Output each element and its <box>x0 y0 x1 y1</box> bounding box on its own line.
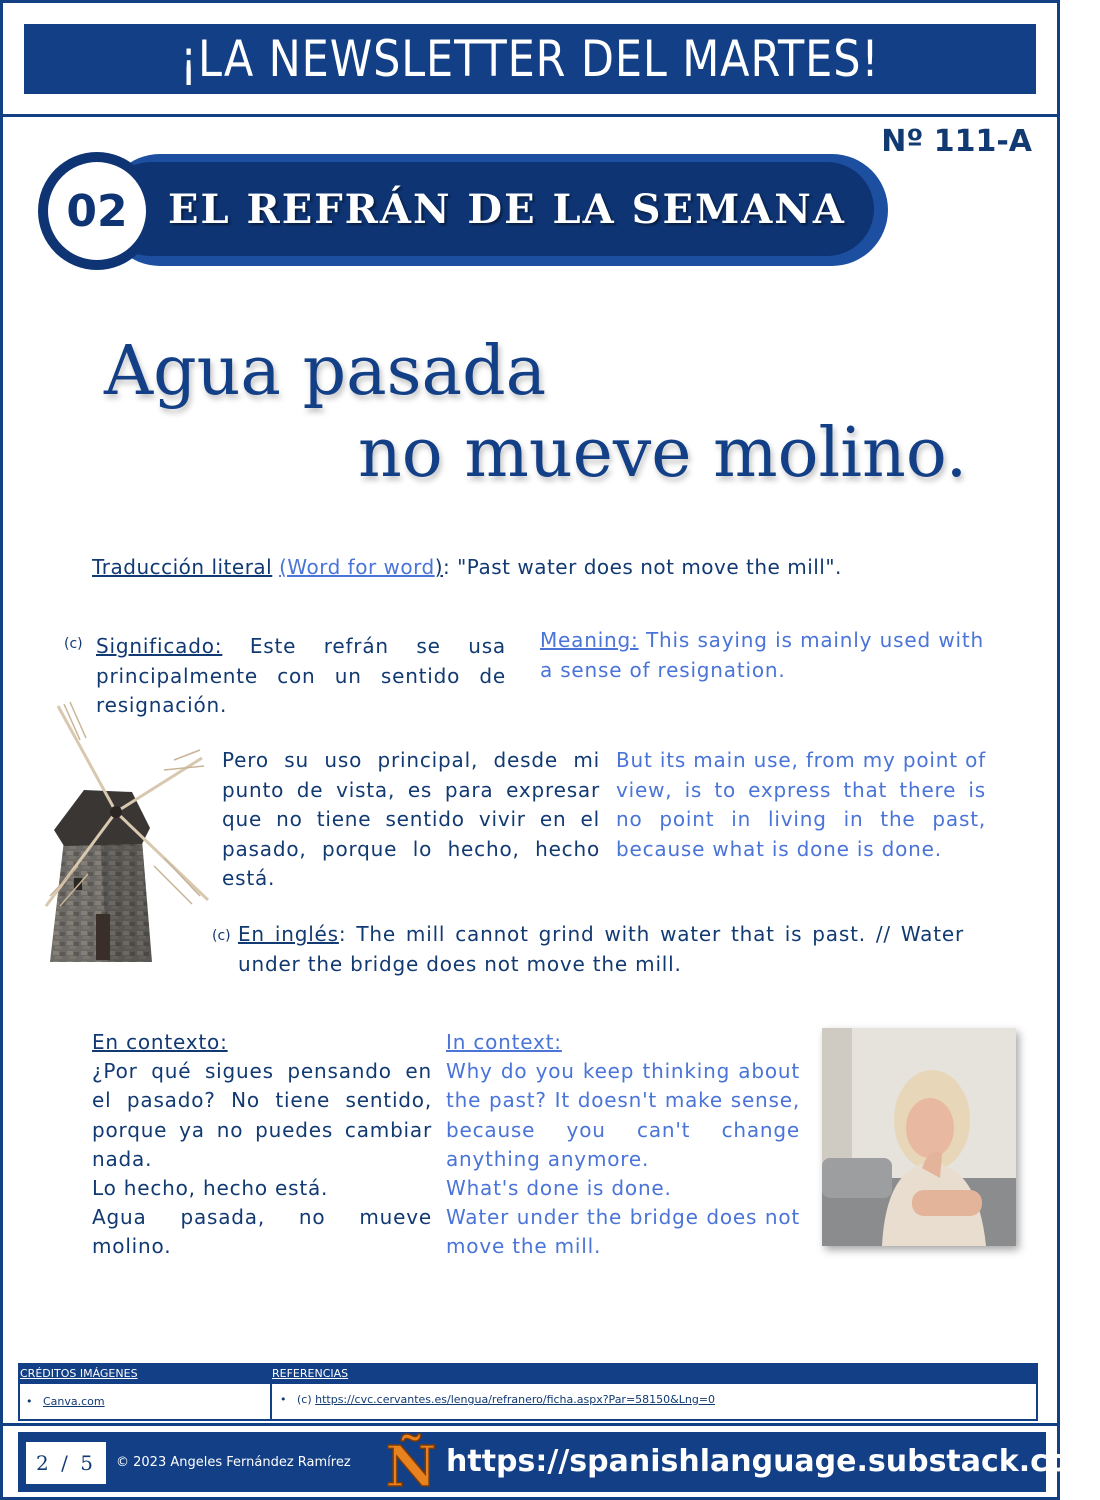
credits-column-divider <box>270 1384 272 1421</box>
footer-divider <box>0 1423 1060 1426</box>
meaning-es-text: Este refrán se usa principalmente con un sentido de resignación. <box>96 634 506 717</box>
meaning-en <box>540 626 984 685</box>
canva-link[interactable]: Canva.com <box>42 1395 105 1408</box>
windmill-image <box>24 700 220 966</box>
context-es-line: ¿Por qué sigues pensando en el pasado? No tiene sentido, porque ya no puedes cambiar nada. <box>92 1059 432 1171</box>
english-equivalent <box>238 920 964 979</box>
section-number: 02 <box>48 162 146 260</box>
newsletter-header <box>24 24 1036 94</box>
context-en <box>446 1028 800 1262</box>
literal-label: Traducción literal <box>92 555 273 579</box>
use-en: But its main use, from my point of view, is to express that there is no point in living in the past, because what is done is done. <box>616 748 986 861</box>
context-en-line: What's done is done. <box>446 1176 672 1201</box>
logo-letter: Ñ <box>385 1434 437 1500</box>
credits-table <box>18 1363 1038 1421</box>
n-tilde-logo-icon <box>385 1432 437 1500</box>
english-citation-mark: (c) <box>212 928 231 944</box>
issue-number: Nº 111-A <box>881 124 1032 159</box>
reference-item: • (c) https://cvc.cervantes.es/lengua/refranero/ficha.aspx?Par=58150&Lng=0 <box>280 1393 716 1406</box>
page-indicator: 2 / 5 <box>26 1442 106 1484</box>
context-en-line: Water under the bridge does not move the mill. <box>446 1205 800 1259</box>
literal-label-en: (Word for word <box>279 555 435 579</box>
cervantes-reference-link[interactable]: https://cvc.cervantes.es/lengua/refranero/ficha.aspx?Par=58150&Lng=0 <box>315 1393 716 1406</box>
substack-url-link[interactable]: https://spanishlanguage.substack.com <box>446 1444 1100 1479</box>
context-en-line: Why do you keep thinking about the past? It doesn't make sense, because you can't change anything anymore. <box>446 1059 800 1171</box>
meaning-en-label: Meaning: <box>540 628 639 652</box>
literal-translation <box>92 555 842 579</box>
literal-close: ) <box>434 555 444 579</box>
reference-prefix: (c) <box>296 1393 312 1406</box>
meaning-es-label: Significado: <box>96 634 223 658</box>
context-en-label: In context: <box>446 1030 562 1054</box>
images-credits-header: CRÉDITOS IMÁGENES <box>20 1367 138 1380</box>
use-es: Pero su uso principal, desde mi punto de vista, es para expresar que no tiene sentido vivir en el pasado, porque lo hecho, hecho está. <box>222 748 600 890</box>
woman-thinking-photo <box>822 1028 1016 1246</box>
meaning-en-text: This saying is mainly used with a sense of resignation. <box>540 628 984 682</box>
context-es-line: Lo hecho, hecho está. <box>92 1176 329 1201</box>
newsletter-title: ¡LA NEWSLETTER DEL MARTES! <box>180 30 880 88</box>
english-label: En inglés <box>238 922 339 946</box>
context-es-line: Agua pasada, no mueve molino. <box>92 1205 432 1259</box>
references-header: REFERENCIAS <box>272 1367 349 1380</box>
credits-table-header <box>20 1365 1036 1384</box>
proverb-line-2: no mueve molino. <box>358 414 968 493</box>
english-text: : The mill cannot grind with water that is past. // Water under the bridge does not move the mill. <box>238 922 964 976</box>
context-es-label: En contexto: <box>92 1030 228 1054</box>
header-divider <box>0 114 1060 117</box>
images-credit-item: • Canva.com <box>26 1395 105 1408</box>
meaning-citation-mark: (c) <box>64 636 83 652</box>
copyright-notice: © 2023 Angeles Fernández Ramírez <box>116 1455 351 1470</box>
proverb-line-1: Agua pasada <box>104 332 547 411</box>
literal-text: : "Past water does not move the mill". <box>443 555 842 579</box>
context-es <box>92 1028 432 1262</box>
section-title: EL REFRÁN DE LA SEMANA <box>168 186 846 233</box>
